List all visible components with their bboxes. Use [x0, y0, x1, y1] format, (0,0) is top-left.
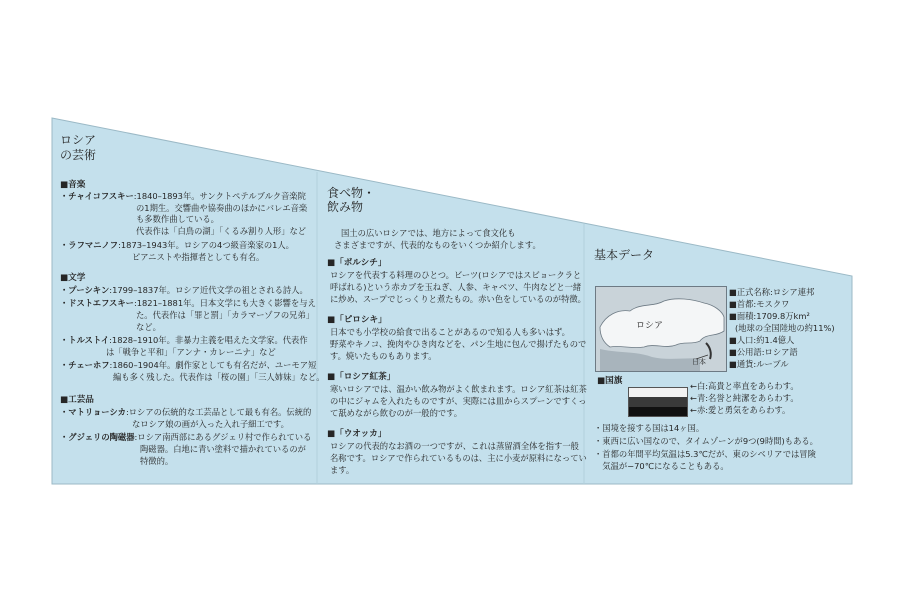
crafts-line: ・グジェリの陶磁器:ロシア南西部にあるグジェリ村で作られている [60, 432, 312, 442]
literature-line: た。代表作は「罪と罰」「カラマーゾフの兄弟」 [136, 310, 315, 320]
pirozhki-heading: ■「ピロシキ」 [327, 315, 387, 325]
vodka-line: 名称です。ロシアで作られているものは、主に小麦が原料になってい [330, 453, 587, 463]
literature-heading: ■文学 [60, 273, 86, 283]
crafts-line: 特徴的。 [140, 456, 174, 466]
neighbor-lands [600, 349, 700, 371]
food-intro-line: さまざまですが、代表的なものをいくつか紹介します。 [334, 240, 541, 250]
vodka-line: ロシアの代表的なお酒の一つですが、これは蒸留酒全体を指す一般 [330, 441, 579, 451]
flag-legend-red: ←赤:愛と勇気をあらわす。 [690, 405, 791, 415]
crafts-heading: ■工芸品 [60, 395, 94, 405]
fact-area: ■面積:1709.8万km² [729, 311, 810, 321]
music-line: ピアニストや指揮者としても有名。 [132, 252, 265, 262]
crafts-line: ・マトリョーシカ:ロシアの伝統的な工芸品として最も有名。伝統的 [60, 407, 312, 417]
crafts-line: なロシア娘の画が入った入れ子細工です。 [132, 419, 289, 429]
art-title-line-1: ロシア [60, 133, 97, 147]
borscht-line: に炒め、スープでじっくりと煮たもの。赤い色をしているのが特徴。 [330, 294, 586, 304]
russian-tea-heading: ■「ロシア紅茶」 [327, 372, 396, 382]
food-title-line-2: 飲み物 [327, 200, 364, 214]
literature-line: ・トルストイ:1828–1910年。非暴力主義を唱えた文学家。代表作 [60, 335, 308, 345]
literature-line: 編も多く残した。代表作は「桜の園」「三人姉妹」など。 [113, 372, 325, 382]
art-title-line-2: の芸術 [60, 148, 97, 162]
flag-stripe-white [629, 388, 687, 397]
russian-tea-line: の中にジャムを入れたものですが、実際には皿からスプーンですくっ [330, 396, 587, 406]
borscht-line: ロシアを代表する料理のひとつ。ビーツ(ロシアではスビョークラと [330, 270, 582, 280]
literature-line: ・プーシキン:1799–1837年。ロシア近代文学の祖とされる詩人。 [60, 285, 308, 295]
music-heading: ■音楽 [60, 180, 86, 190]
fact-language: ■公用語:ロシア語 [729, 347, 798, 357]
music-line: ・ラフマニノフ:1873–1943年。ロシアの4つ級音楽家の1人。 [60, 240, 294, 250]
note-line: ・東西に広い国なので、タイムゾーンが9つ(9時間)もある。 [594, 436, 818, 446]
borscht-line: 呼ばれる)という赤カブを玉ねぎ、人参、キャベツ、牛肉などと一緒 [330, 282, 582, 292]
fact-official-name: ■正式名称:ロシア連邦 [729, 287, 815, 297]
russia-map [595, 286, 727, 372]
music-line: も多数作曲している。 [136, 214, 219, 224]
flag-stripe-red [629, 407, 687, 416]
flag-legend-blue: ←青:名誉と純潔をあらわす。 [690, 393, 799, 403]
japan-shape [706, 343, 711, 359]
note-line: 気温が−70℃になることもある。 [594, 461, 729, 471]
map-russia-label: ロシア [636, 321, 664, 331]
russia-flag [628, 387, 688, 417]
pirozhki-line: 野菜やキノコ、挽肉やひき肉などを、パン生地に包んで揚げたもので [330, 339, 587, 349]
literature-line: ・チェーホフ:1860–1904年。劇作家としても有名だが、ユーモア短 [60, 360, 317, 370]
literature-line: ・ドストエフスキー:1821–1881年。日本文学にも大きく影響を与え [60, 298, 316, 308]
fact-capital: ■首都:モスクワ [729, 299, 790, 309]
note-line: ・国境を接する国は14ヶ国。 [594, 423, 705, 433]
fact-area-note: (地球の全国陸地の約11%) [735, 323, 835, 333]
fact-currency: ■通貨:ルーブル [729, 359, 789, 369]
food-title-line-1: 食べ物・ [327, 186, 376, 200]
russian-tea-line: て舐めながら飲むのが一般的です。 [330, 408, 463, 418]
vodka-heading: ■「ウオッカ」 [327, 429, 387, 439]
flag-heading: ■国旗 [597, 376, 623, 386]
russian-tea-line: 寒いロシアでは、温かい飲み物がよく飲まれます。ロシア紅茶は紅茶 [330, 384, 587, 394]
music-line: 代表作は「白鳥の湖」「くるみ割り人形」など [136, 226, 307, 236]
flag-legend-white: ←白:高貴と率直をあらわす。 [690, 381, 799, 391]
literature-line: は「戦争と平和」「アンナ・カレーニナ」など [106, 347, 276, 357]
map-japan-label: 日本 [692, 358, 706, 366]
basic-data-title: 基本データ [594, 248, 655, 262]
pirozhki-line: 日本でも小学校の給食で出ることがあるので知る人も多いはず。 [330, 327, 570, 337]
music-line: の1期生。交響曲や協奏曲のほかにバレエ音楽 [136, 203, 308, 213]
fact-population: ■人口:約1.4億人 [729, 335, 795, 345]
crafts-line: 陶磁器。白地に青い塗料で描かれているのが [140, 444, 306, 454]
borscht-heading: ■「ボルシチ」 [327, 258, 387, 268]
pirozhki-line: す。焼いたものもあります。 [330, 351, 437, 361]
vodka-line: ます。 [330, 465, 355, 475]
flag-stripe-blue [629, 397, 687, 407]
literature-line: など。 [136, 322, 161, 332]
food-intro-line: 国土の広いロシアでは、地方によって食文化も [341, 228, 516, 238]
music-line: ・チャイコフスキー:1840–1893年。サンクトペテルブルク音楽院 [60, 191, 306, 201]
note-line: ・首都の年間平均気温は5.3℃だが、東のシベリアでは冒険 [594, 449, 816, 459]
